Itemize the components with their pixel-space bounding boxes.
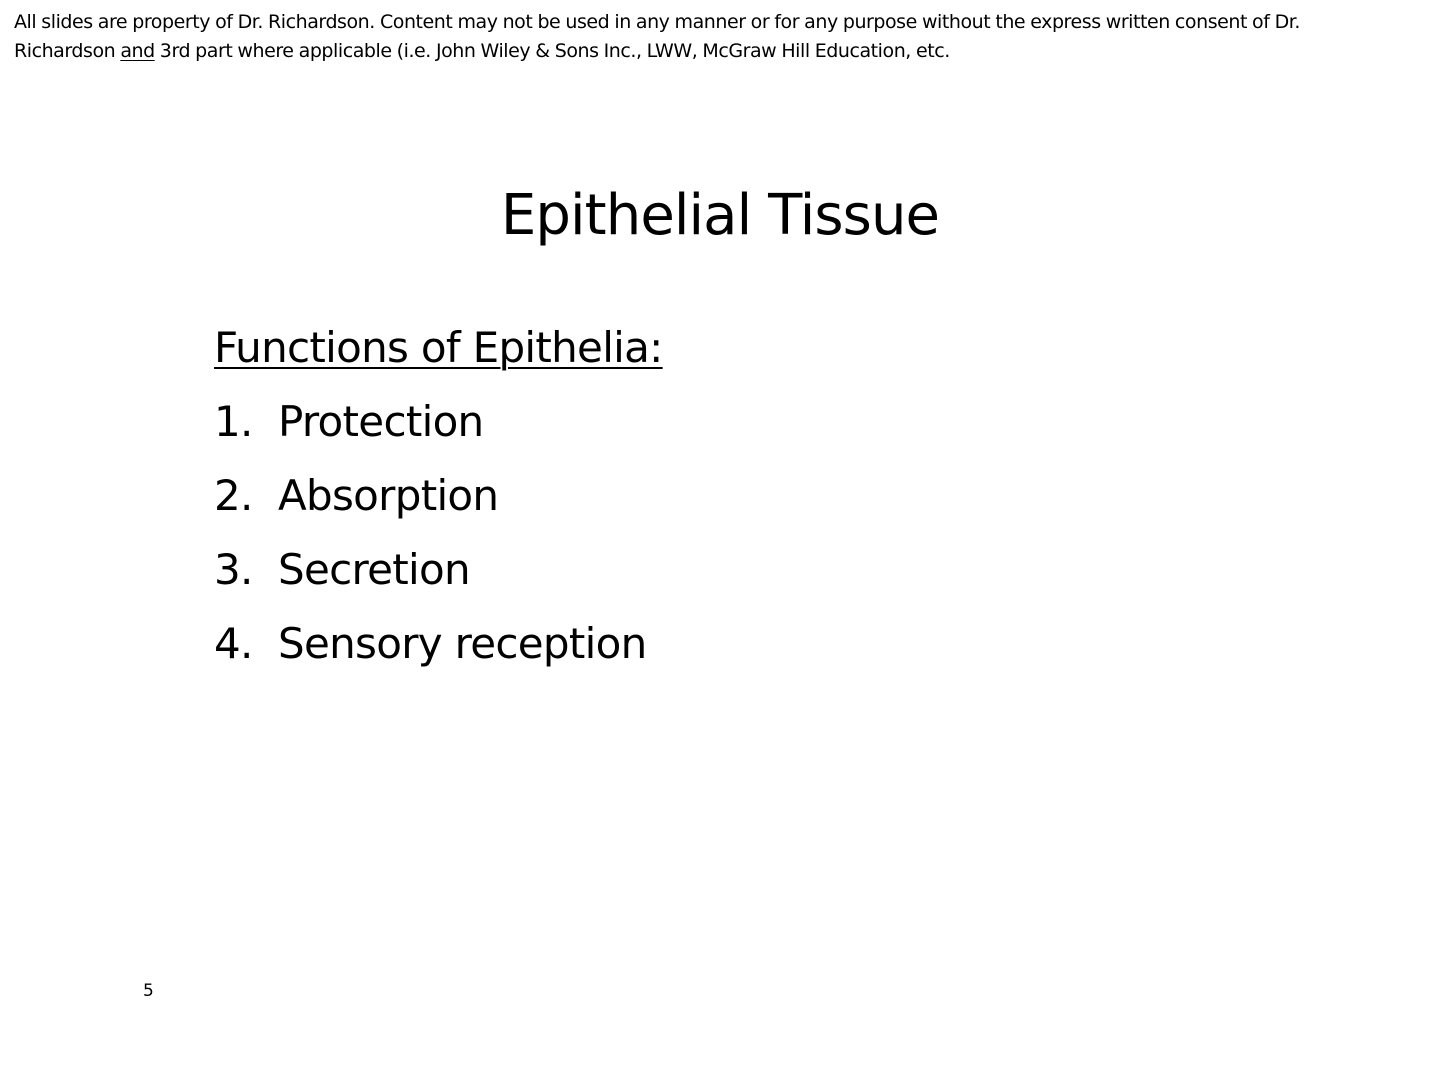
list-item bbox=[214, 394, 663, 450]
list-item-label: Secretion bbox=[278, 545, 470, 594]
copyright-disclaimer bbox=[14, 8, 1426, 66]
disclaimer-line-2-end: 3rd part where applicable (i.e. John Wiley & Sons Inc., LWW, McGraw Hill Education, etc. bbox=[154, 40, 950, 62]
list-item-number: 4. bbox=[214, 619, 253, 668]
list-item-number: 3. bbox=[214, 545, 253, 594]
list-item-number: 1. bbox=[214, 397, 253, 446]
list-item-label: Absorption bbox=[278, 471, 499, 520]
functions-list bbox=[214, 394, 663, 672]
slide-content bbox=[214, 320, 663, 672]
page-number: 5 bbox=[143, 981, 154, 1001]
disclaimer-line-1: All slides are property of Dr. Richardson. Content may not be used in any manner or for any purpose without the express written consent of Dr. bbox=[14, 11, 1300, 33]
list-item-label: Sensory reception bbox=[278, 619, 647, 668]
disclaimer-underlined-word: and bbox=[120, 40, 155, 62]
list-item-number: 2. bbox=[214, 471, 253, 520]
disclaimer-line-2-start: Richardson bbox=[14, 40, 121, 62]
functions-subheading: Functions of Epithelia: bbox=[214, 323, 663, 372]
slide-title: Epithelial Tissue bbox=[500, 183, 940, 248]
list-item bbox=[214, 542, 663, 598]
list-item-label: Protection bbox=[278, 397, 484, 446]
list-item bbox=[214, 616, 663, 672]
list-item bbox=[214, 468, 663, 524]
